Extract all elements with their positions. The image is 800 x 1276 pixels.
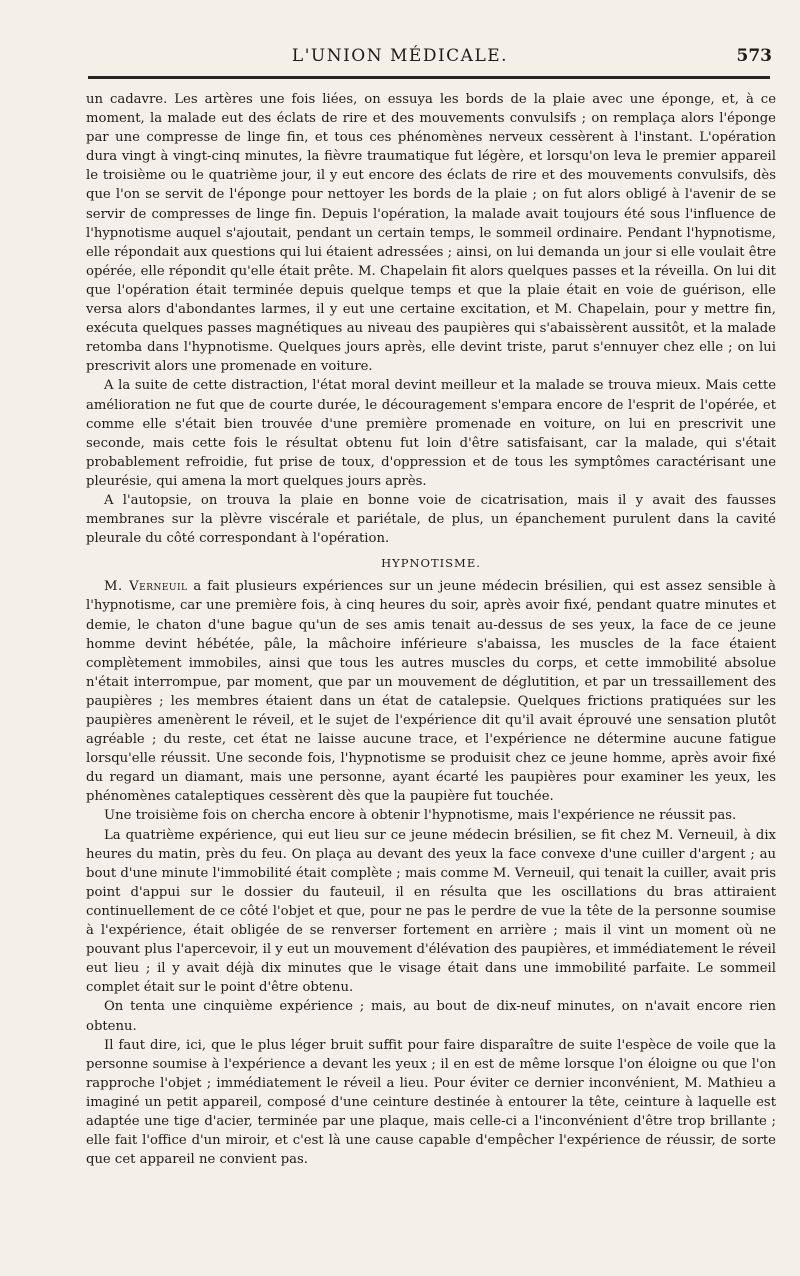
author-name: M. Verneuil (104, 579, 188, 595)
paragraph: un cadavre. Les artères une fois liées, on essuya les bords de la plaie avec une éponge, et, à ce moment, la malade eut des éclats de rire et des mouvements convulsifs ; on remplaça alors l'éponge par une compresse de linge fin, et tous ces phénomènes nerveux cessèrent à l'instant. L'opération dura vingt à vingt-cinq minutes, la fièvre traumatique fut légère, et lorsqu'on leva le premier appareil le troisième ou le quatrième jour, il y eut encore des éclats de rire et des mouvements convulsifs, dès que l'on se servit de l'éponge pour nettoyer les bords de la plaie ; on fut alors obligé à l'avenir de se servir de compresses de linge fin. Depuis l'opération, la malade avait toujours été sous l'influence de l'hypnotisme auquel s'ajoutait, pendant un certain temps, le sommeil ordinaire. Pendant l'hypnotisme, elle répondait aux questions qui lui étaient adressées ; ainsi, on lui demanda un jour si elle voulait être opérée, elle répondit qu'elle était prête. M. Chapelain fit alors quelques passes et la réveilla. On lui dit que l'opération était terminée depuis quelque temps et que la plaie était en voie de guérison, elle versa alors d'abondantes larmes, il y eut une certaine excitation, et M. Chapelain, pour y mettre fin, exécuta quelques passes magnétiques au niveau des paupières qui s'abaissèrent aussitôt, et la malade retomba dans l'hypnotisme. Quelques jours après, elle devint triste, parut s'ennuyer chez elle ; on lui prescrivit alors une promenade en voiture. (86, 92, 777, 375)
paragraph-text: a fait plusieurs expériences sur un jeune médecin brésilien, qui est assez sensible à l'hypnotisme, car une première fois, à cinq heures du soir, après avoir fixé, pendant quatre minutes et demie, le chaton d'une bague qu'un de ses amis tenait au-dessus de ses yeux, la face de ce jeune homme devint hébétée, pâle, la mâchoire inférieure s'abaissa, les muscles de la face étaient complètement immobiles, ainsi que tous les autres muscles du corps, et cette immobilité absolue n'était interrompue, par moment, que par un mouvement de déglutition, et par un tressaillement des paupières ; les membres étaient dans un état de catalepsie. Quelques frictions pratiquées sur les paupières amenèrent le réveil, et le sujet de l'expérience dit qu'il avait éprouvé une sensation plutôt agréable ; du reste, cet état ne laisse aucune trace, et l'expérience ne détermine aucune fatigue lorsqu'elle réussit. Une seconde fois, l'hypnotisme se produisit chez ce jeune homme, après avoir fixé du regard un diamant, mais une personne, ayant écarté les paupières pour examiner les yeux, les phénomènes cataleptiques cessèrent dès que la paupière fut touchée. (86, 579, 776, 805)
paragraph: A la suite de cette distraction, l'état moral devint meilleur et la malade se trouva mieux. Mais cette amélioration ne fut que de courte durée, le découragement s'empara encore de l'esprit de l'opérée, et comme elle s'était bien trouvée d'une première promenade en voiture, on lui en prescrivit une seconde, mais cette fois le résultat obtenu fut loin d'être satisfaisant, car la malade, qui s'était probablement refroidie, fut prise de toux, d'oppression et de tous les symptômes caractérisant une pleurésie, qui amena la mort quelques jours après. (86, 378, 776, 489)
running-title: L'UNION MÉDICALE. (291, 46, 509, 66)
body-text (86, 90, 776, 1169)
page-number: 573 (736, 46, 772, 66)
paragraph: La quatrième expérience, qui eut lieu sur ce jeune médecin brésilien, se fit chez M. Verneuil, à dix heures du matin, près du feu. On plaça au devant des yeux la face convexe d'une cuiller d'argent ; au bout d'une minute l'immobilité était complète ; mais comme M. Verneuil, qui tenait la cuiller, avait pris point d'appui sur le dossier du fauteuil, il en résulta que les oscillations du bras attiraient continuellement de ce côté l'objet et que, pour ne pas le perdre de vue la tête de la personne soumise à l'expérience, était obligée de se renverser fortement en arrière ; mais il vint un moment où ne pouvant plus l'apercevoir, il y eut un mouvement d'élévation des paupières, et immédiatement le réveil eut lieu ; il y avait déjà dix minutes que le visage était dans une immobilité parfaite. Le sommeil complet était sur le point d'être obtenu. (86, 827, 776, 996)
paragraph (86, 577, 776, 806)
paragraph: Il faut dire, ici, que le plus léger bruit suffit pour faire disparaître de suite l'espèce de voile que la personne soumise à l'expérience a devant les yeux ; il en est de même lorsque l'on éloigne ou que l'on rapproche l'objet ; immédiatement le réveil a lieu. Pour éviter ce dernier inconvénient, M. Mathieu a imaginé un petit appareil, composé d'une ceinture destinée à entourer la tête, ceinture à laquelle est adaptée une tige d'acier, terminée par une plaque, mais celle-ci a l'inconvénient d'être trop brillante ; elle fait l'office d'un miroir, et c'est là une cause capable d'empêcher l'expérience de réussir, de sorte que cet appareil ne convient pas. (86, 1037, 776, 1168)
paragraph: Une troisième fois on chercha encore à obtenir l'hypnotisme, mais l'expérience ne réussit pas. (104, 808, 737, 824)
section-heading: HYPNOTISME. (381, 556, 481, 571)
paragraph: A l'autopsie, on trouva la plaie en bonne voie de cicatrisation, mais il y avait des fausses membranes sur la plèvre viscérale et pariétale, de plus, un épanchement purulent dans la cavité pleurale du côté correspondant à l'opération. (86, 492, 776, 547)
header-rule (88, 76, 770, 79)
running-head (0, 46, 800, 72)
paragraph: On tenta une cinquième expérience ; mais, au bout de dix-neuf minutes, on n'avait encore rien obtenu. (86, 999, 776, 1034)
